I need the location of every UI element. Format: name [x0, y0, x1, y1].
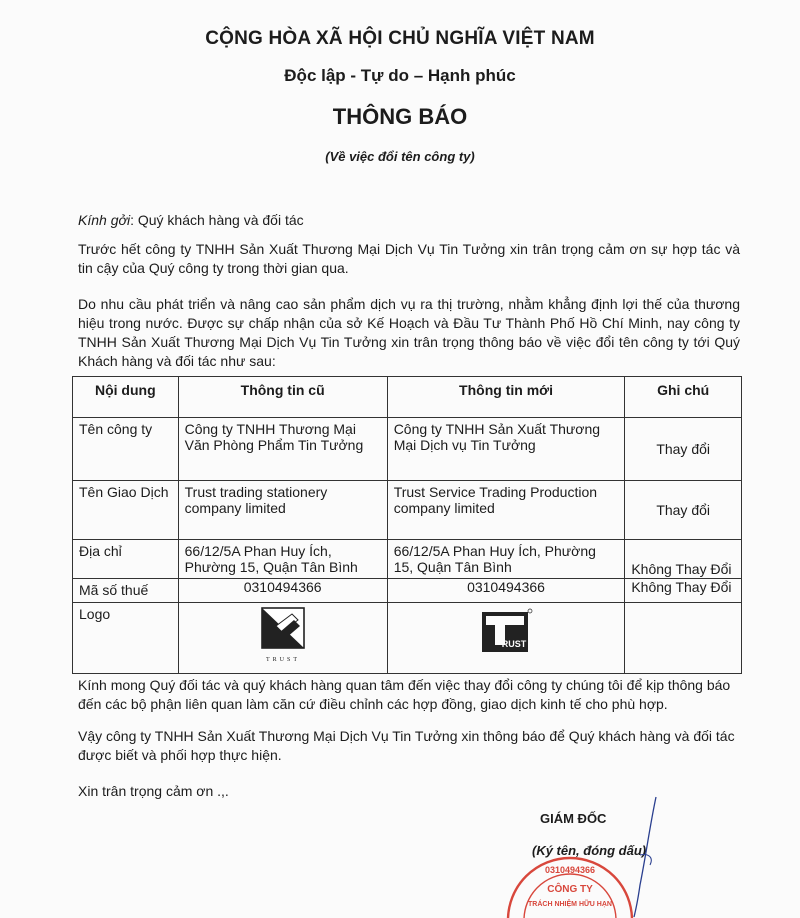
row-label: Tên Giao Dịch: [73, 481, 179, 540]
motto: Độc lập - Tự do – Hạnh phúc: [284, 66, 516, 85]
new-trust-logo: [476, 606, 536, 658]
seal-company-type: TRÁCH NHIỆM HỮU HẠN: [528, 901, 612, 908]
new-value: 0310494366: [387, 579, 625, 603]
paragraph-thanks: Xin trân trọng cảm ơn .,.: [78, 783, 229, 799]
row-label: Địa chỉ: [73, 540, 179, 579]
table-header: Thông tin cũ: [178, 377, 387, 418]
new-value: Trust Service Trading Production company limited: [387, 481, 625, 540]
table-row: [73, 481, 742, 540]
paragraph-request: Kính mong Quý đối tác và quý khách hàng quan tâm đến việc thay đổi công ty chúng tôi để kịp thông báo đến các bộ phận liên quan làm căn cứ điều chỉnh các hợp đồng, giao dịch kinh tế cho phù hợp.: [78, 677, 731, 712]
seal-company: CÔNG TY: [547, 884, 593, 895]
change-note: Thay đổi: [625, 418, 742, 481]
table-header-row: [73, 377, 742, 418]
table-header: Ghi chú: [625, 377, 742, 418]
new-value: Công ty TNHH Sản Xuất Thương Mại Dịch vụ Tin Tưởng: [387, 418, 625, 481]
old-value: Trust trading stationery company limited: [178, 481, 387, 540]
old-value: 66/12/5A Phan Huy Ích, Phường 15, Quận Tân Bình: [178, 540, 387, 579]
paragraph-intro: Trước hết công ty TNHH Sản Xuất Thương Mại Dịch Vụ Tin Tưởng xin trân trọng cảm ơn sự hợp tác và tin cậy của Quý công ty trong thời gian qua.: [78, 241, 740, 276]
seal-code: 0310494366: [544, 865, 596, 875]
row-label: Mã số thuế: [73, 579, 179, 603]
change-note: [625, 603, 742, 674]
old-logo-wordmark: TRUST: [265, 657, 300, 663]
change-note: Không Thay Đổi: [625, 579, 742, 603]
new-value: 66/12/5A Phan Huy Ích, Phường 15, Quận Tân Bình: [387, 540, 625, 579]
signature-note: (Ký tên, đóng dấu): [532, 843, 647, 858]
old-value: 0310494366: [178, 579, 387, 603]
old-trust-logo: [250, 606, 316, 664]
change-note: Thay đổi: [625, 481, 742, 540]
new-logo-wordmark: RUST: [501, 639, 527, 649]
national-title: CỘNG HÒA XÃ HỘI CHỦ NGHĨA VIỆT NAM: [205, 28, 595, 49]
signer-title: GIÁM ĐỐC: [540, 811, 607, 826]
table-row: [73, 603, 742, 674]
greeting-recipients: : Quý khách hàng và đối tác: [130, 212, 304, 228]
table-header: Nội dung: [73, 377, 179, 418]
table-row: [73, 579, 742, 603]
company-seal: [490, 848, 650, 918]
greeting-lead: Kính gởi: [78, 212, 131, 228]
change-note: Không Thay Đổi: [625, 540, 742, 579]
new-logo-cell: [387, 603, 625, 674]
row-label: Tên công ty: [73, 418, 179, 481]
greeting: [78, 211, 740, 230]
old-logo-cell: [178, 603, 387, 674]
table-header: Thông tin mới: [387, 377, 625, 418]
paragraph-announcement: Do nhu cầu phát triển và nâng cao sản phẩm dịch vụ ra thị trường, nhằm khẳng định lợi thế của thương hiệu trong nước. Được sự chấp nhận của sở Kế Hoạch và Đầu Tư Thành Phố Hồ Chí Minh, nay công ty TNHH Sản Xuất Thương Mại Dịch Vụ Tin Tưởng xin trân trọng thông báo về việc đổi tên công ty tới Quý Khách hàng và đối tác như sau:: [78, 296, 740, 369]
document-subject: (Về việc đổi tên công ty): [325, 149, 475, 164]
paragraph-closing: Vậy công ty TNHH Sản Xuất Thương Mại Dịch Vụ Tin Tưởng xin thông báo để Quý khách hàng và đối tác được biết và phối hợp thực hiện.: [78, 728, 735, 763]
table-row: [73, 418, 742, 481]
old-value: Công ty TNHH Thương Mại Văn Phòng Phẩm Tin Tưởng: [178, 418, 387, 481]
document-title: THÔNG BÁO: [332, 104, 468, 129]
row-label: Logo: [73, 603, 179, 674]
change-table: [72, 376, 742, 674]
table-row: [73, 540, 742, 579]
